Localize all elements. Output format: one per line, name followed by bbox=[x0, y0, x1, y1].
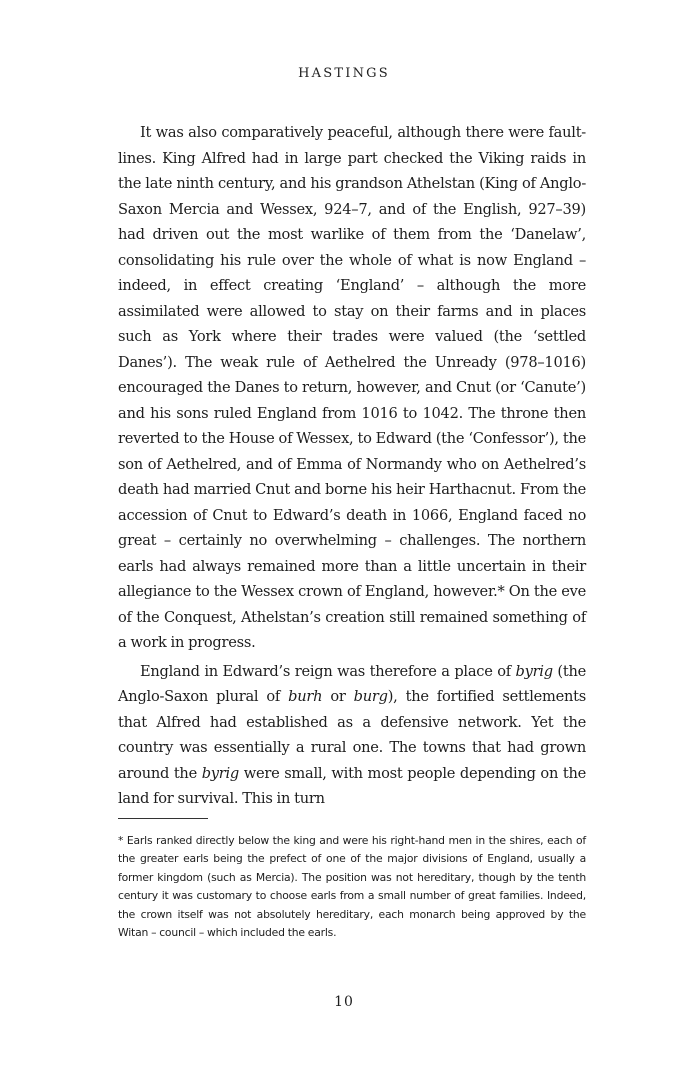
paragraph-2-text: or bbox=[322, 688, 354, 705]
main-text bbox=[118, 120, 586, 812]
footnote-rule bbox=[118, 818, 208, 819]
running-head: HASTINGS bbox=[298, 66, 390, 81]
paragraph-2-text: were small, with most people depending on the land for survival. This in turn bbox=[118, 764, 586, 807]
paragraph-2-text: (the Anglo-Saxon plural of bbox=[118, 662, 586, 705]
paragraph-2 bbox=[118, 659, 586, 812]
paragraph-2-text: ), the fortified settlements that Alfred had established as a defensive network. Yet the country was essentially a rural one. The towns that had grown around the bbox=[118, 688, 586, 782]
paragraph-2-text: England in Edward’s reign was therefore a place of bbox=[140, 662, 516, 680]
term-byrig: byrig bbox=[515, 662, 553, 680]
page-number: 10 bbox=[334, 994, 354, 1010]
term-byrig: byrig bbox=[201, 764, 240, 782]
paragraph-1: It was also comparatively peaceful, although there were fault-lines. King Alfred had in large part checked the Viking raids in the late ninth century, and his grandson Athelstan (King of Anglo-Saxon Mercia and Wessex, 924–7, and of the English, 927–39) had driven out the most warlike of them from the ‘Danelaw’, consolidating his rule over the whole of what is now England – indeed, in effect creating ‘England’ – although the more assimilated were allowed to stay on their farms and in places such as York where their trades were valued (the ‘settled Danes’). The weak rule of Aethelred the Unready (978–1016) encouraged the Danes to return, however, and Cnut (or ‘Canute’) and his sons ruled England from 1016 to 1042. The throne then reverted to the House of Wessex, to Edward (the ‘Confessor’), the son of Aethelred, and of Emma of Normandy who on Aethelred’s death had married Cnut and borne his heir Harthacnut. From the accession of Cnut to Edward’s death in 1066, England faced no great – certainly no overwhelming – challenges. The northern earls had always remained more than a little uncertain in their allegiance to the Wessex crown of England, however.* On the eve of the Conquest, Athelstan’s creation still remained something of a work in progress. bbox=[118, 124, 586, 651]
term-burh: burh bbox=[288, 688, 323, 705]
footnote: * Earls ranked directly below the king and were his right-hand men in the shires, each of the greater earls being the prefect of one of the major divisions of England, usually a former kingdom (such as Mercia). The position was not hereditary, though by the tenth century it was customary to choose earls from a small number of great families. Indeed, the crown itself was not absolutely hereditary, each monarch being approved by the Witan – council – which included the earls. bbox=[118, 834, 586, 940]
term-burg: burg bbox=[353, 688, 388, 705]
